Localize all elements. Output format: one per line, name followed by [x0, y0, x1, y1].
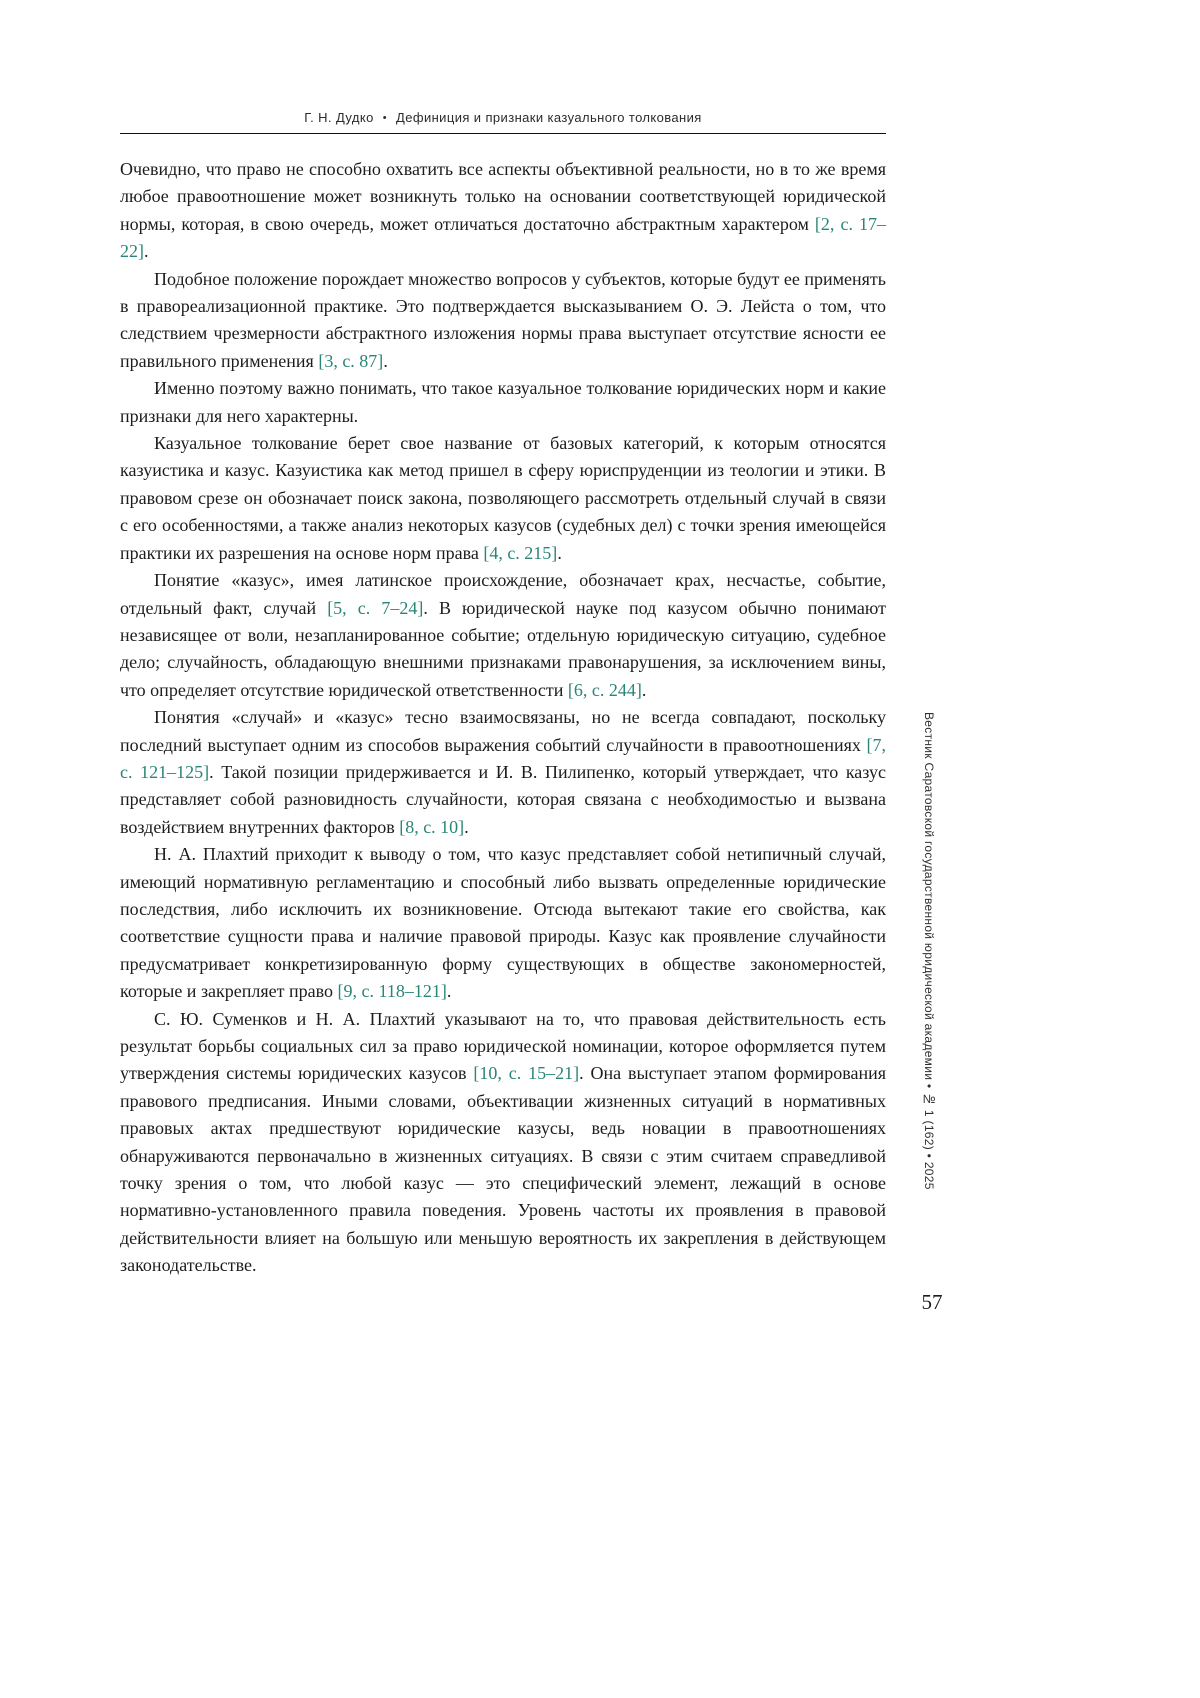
- paragraph: [120, 430, 886, 567]
- paragraph: [120, 567, 886, 704]
- paragraph-text: Казуальное толкование берет свое название от базовых категорий, к которым относятся казуистика и казус. Казуистика как метод пришел в сферу юриспруденции из теологии и этики. В правовом срезе он обозначает поиск закона, позволяющего рассмотреть отдельный случай в связи с его особенностями, а также анализ некоторых казусов (судебных дел) с точки зрения имеющейся практики их разрешения на основе норм права: [120, 433, 886, 563]
- citation-ref: [8, с. 10]: [399, 816, 465, 837]
- citation-ref: [9, с. 118–121]: [337, 981, 447, 1002]
- page-number: 57: [921, 1290, 943, 1314]
- citation-ref: [5, с. 7–24]: [327, 597, 424, 618]
- paragraph-text: Именно поэтому важно понимать, что такое казуальное толкование юридических норм и какие признаки для него характерны.: [120, 378, 886, 426]
- citation-ref: [10, с. 15–21]: [473, 1063, 580, 1084]
- running-head-separator: •: [382, 112, 388, 124]
- citation-ref: [3, с. 87]: [318, 350, 384, 371]
- paragraph-text: . Она выступает этапом формирования правового предписания. Иными словами, объективации жизненных ситуаций в нормативных правовых актах предшествуют юридические казусы, ведь новации в правоотношениях обнаруживаются первоначально в жизненных ситуациях. В связи с этим считаем справедливой точку зрения о том, что любой казус — это специфический элемент, лежащий в основе нормативно-установленного правила поведения. Уровень частоты их проявления в правовой действительности влияет на большую или меньшую вероятность их закрепления в действующем законодательстве.: [120, 1063, 886, 1276]
- paragraph-text: .: [144, 241, 149, 262]
- citation-ref: [2, с. 17–22]: [120, 213, 886, 262]
- citation-ref: [7, с. 121–125]: [120, 734, 886, 782]
- citation-ref: [4, с. 215]: [483, 542, 558, 563]
- running-head-title: Дефиниция и признаки казуального толкования: [396, 110, 702, 125]
- paragraph: [120, 375, 886, 430]
- paragraph-text: .: [641, 679, 647, 700]
- header-rule: [120, 133, 886, 134]
- paragraph-text: Понятие «казус», имея латинское происхождение, обозначает крах, несчастье, событие, отдельный факт, случай: [120, 570, 886, 618]
- article-body: [120, 156, 886, 1280]
- paragraph: [120, 266, 886, 376]
- paragraph-text: .: [446, 981, 452, 1002]
- citation-ref: [6, с. 244]: [567, 679, 642, 700]
- paragraph-text: Очевидно, что право не способно охватить все аспекты объективной реальности, но в то же время любое правоотношение может возникнуть только на основании соответствующей юридической нормы, которая, в свою очередь, может отличаться достаточно абстрактным характером: [120, 159, 886, 234]
- paragraph-text: Н. А. Плахтий приходит к выводу о том, что казус представляет собой нетипичный случай, имеющий нормативную регламентацию и способный либо вызвать определенные юридические последствия, либо исключить их возникновение. Отсюда вытекают такие его свойства, как соответствие сущности права и наличие правовой природы. Казус как проявление случайности предусматривает конкретизированную форму существующих в обществе закономерностей, которые и закрепляет право: [120, 844, 886, 1002]
- paragraph: [120, 1006, 886, 1280]
- journal-info-vertical: Вестник Саратовской государственной юридической академии • № 1 (162) • 2025: [922, 712, 936, 1190]
- running-head: [120, 110, 886, 125]
- paragraph-text: .: [383, 350, 388, 371]
- paragraph: [120, 841, 886, 1005]
- paragraph: [120, 704, 886, 841]
- paragraph-text: . В юридической науке под казусом обычно понимают независящее от воли, незапланированное событие; отдельную юридическую ситуацию, судебное дело; случайность, обладающую внешними признаками правонарушения, за исключением вины, что определяет отсутствие юридической ответственности: [120, 597, 886, 700]
- paragraph: [120, 156, 886, 266]
- running-head-author: Г. Н. Дудко: [304, 110, 374, 125]
- paragraph-text: .: [464, 816, 469, 837]
- paragraph-text: .: [557, 542, 562, 563]
- paragraph-text: Подобное положение порождает множество вопросов у субъектов, которые будут ее применять в правореализационной практике. Это подтверждается высказыванием О. Э. Лейста о том, что следствием чрезмерности абстрактного изложения нормы права выступает отсутствие ясности ее правильного применения: [120, 268, 886, 371]
- paragraph-text: С. Ю. Суменков и Н. А. Плахтий указывают на то, что правовая действительность есть результат борьбы социальных сил за право юридической номинации, которое оформляется путем утверждения системы юридических казусов: [120, 1008, 886, 1084]
- paragraph-text: Понятия «случай» и «казус» тесно взаимосвязаны, но не всегда совпадают, поскольку последний выступает одним из способов выражения событий случайности в правоотношениях: [120, 707, 886, 755]
- paragraph-text: . Такой позиции придерживается и И. В. Пилипенко, который утверждает, что казус представляет собой разновидность случайности, которая связана с необходимостью и вызвана воздействием внутренних факторов: [120, 761, 887, 837]
